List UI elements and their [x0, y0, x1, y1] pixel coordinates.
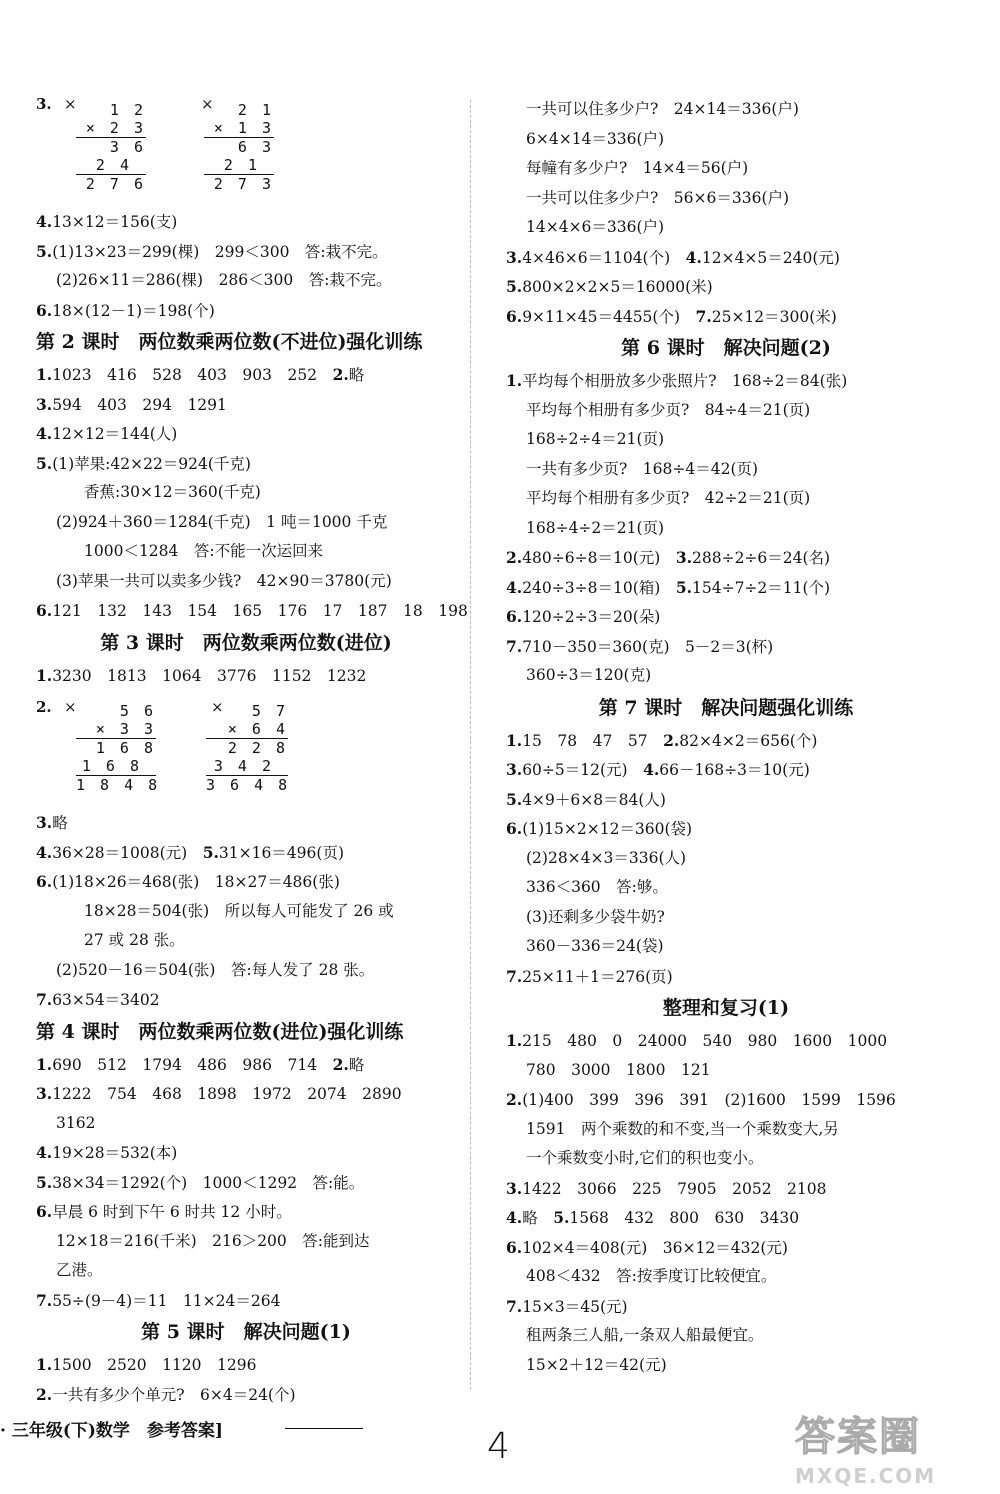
answer-line: 7.63×54＝3402 — [36, 990, 160, 1009]
answer-line: 3.略 — [36, 813, 68, 832]
answer-line: 1.平均每个相册放多少张照片? 168÷2＝84(张) — [506, 371, 848, 390]
answer-line: 3.4×46×6＝1104(个) 4.12×4×5＝240(元) — [506, 247, 840, 267]
column-divider — [470, 100, 471, 1390]
section-heading: 整理和复习(1) — [662, 997, 790, 1019]
answer-line: 3.1422 3066 225 7905 2052 2108 — [506, 1178, 827, 1198]
answer-line: 乙港。 — [56, 1261, 103, 1279]
answer-line: 1.215 480 0 24000 540 980 1600 1000 — [506, 1031, 888, 1050]
answer-line: (2)28×4×3＝336(人) — [526, 848, 687, 867]
answer-line: (2)26×11＝286(棵) 286＜300 答:栽不完。 — [56, 271, 392, 289]
left-column — [36, 95, 468, 1409]
answer-line: 360÷3＝120(克) — [526, 666, 652, 684]
answer-line: 336＜360 答:够。 — [526, 878, 668, 896]
answer-line: 香蕉:30×12＝360(千克) — [84, 483, 261, 501]
answer-line: 6.102×4＝408(元) 36×12＝432(元) — [506, 1237, 788, 1257]
mark-x: × — [201, 95, 214, 113]
answer-line: 168÷2÷4＝21(页) — [526, 430, 665, 448]
answer-line: 4.19×28＝532(本) — [36, 1143, 178, 1162]
answer-line: 5.4×9＋6×8＝84(人) — [506, 789, 666, 809]
answer-line: 6.18×(12－1)＝198(个) — [36, 300, 215, 320]
answer-line: (3)苹果一共可以卖多少钱? 42×90＝3780(元) — [56, 571, 392, 590]
answer-line: 1.690 512 1794 486 986 714 2.略 — [36, 1054, 365, 1074]
answer-line: 18×28＝504(张) 所以每人可能发了 26 或 — [84, 901, 394, 920]
answer-line: 3.594 403 294 1291 — [36, 394, 227, 414]
answer-line: 2.480÷6÷8＝10(元) 3.288÷2÷6＝24(名) — [506, 548, 831, 567]
section-heading: 第 3 课时 两位数乘两位数(进位) — [100, 631, 392, 654]
vertical-multiplication-q3 — [36, 95, 456, 207]
answer-line: 360－336＝24(袋) — [526, 937, 664, 955]
answer-line: 168÷4÷2＝21(页) — [526, 518, 665, 537]
question-number: 3. — [36, 95, 52, 113]
multiplication-a: 1 2 × 2 3 3 6 2 4 2 7 6 — [76, 101, 146, 193]
question-number: 2. — [36, 698, 52, 716]
section-heading: 第 7 课时 解决问题强化训练 — [598, 696, 854, 719]
multiplication-b: 2 1 × 1 3 6 3 2 1 2 7 3 — [204, 101, 274, 193]
answer-line: 一共可以住多少户? 56×6＝336(户) — [526, 188, 790, 207]
answer-line: (2)520－16＝504(张) 答:每人发了 28 张。 — [56, 960, 375, 979]
mark-x: × — [211, 698, 224, 716]
answer-line: 每幢有多少户? 14×4＝56(户) — [526, 159, 749, 177]
answer-line: 27 或 28 张。 — [84, 931, 185, 949]
answer-line: 6.121 132 143 154 165 176 17 187 18 198 — [36, 601, 468, 620]
answer-line: 一共有多少页? 168÷4＝42(页) — [526, 459, 759, 478]
answer-line: 平均每个相册有多少页? 42÷2＝21(页) — [526, 489, 811, 507]
answer-line: (3)还剩多少袋牛奶? — [526, 907, 665, 926]
answer-line: 7.15×3＝45(元) — [506, 1296, 628, 1316]
section-heading: 第 4 课时 两位数乘两位数(进位)强化训练 — [36, 1020, 404, 1043]
answer-line: 7.710－350＝360(克) 5－2＝3(杯) — [506, 636, 774, 656]
answer-line: 5.(1)苹果:42×22＝924(千克) — [36, 453, 251, 473]
answer-line: 一共可以住多少户? 24×14＝336(户) — [526, 100, 799, 118]
answer-line: 7.55÷(9－4)＝11 11×24＝264 — [36, 1290, 281, 1310]
answer-line: 3.1222 754 468 1898 1972 2074 2890 — [36, 1084, 402, 1103]
answer-line: (2)924＋360＝1284(千克) 1 吨＝1000 千克 — [56, 512, 388, 531]
answer-line: 2.(1)400 399 396 391 (2)1600 1599 1596 — [506, 1090, 896, 1109]
multiplication-a: 5 6 × 3 3 1 6 8 1 6 8 1 8 4 8 — [76, 702, 161, 794]
watermark-logo — [795, 1405, 995, 1490]
section-heading: 第 5 课时 解决问题(1) — [141, 1321, 351, 1343]
answer-line: 1.15 78 47 57 2.82×4×2＝656(个) — [506, 730, 818, 750]
mark-x: × — [64, 698, 77, 716]
footer-rule — [285, 1428, 363, 1429]
watermark-url: MXQE.COM — [795, 1464, 937, 1488]
answer-line: 租两条三人船,一条双人船最便宜。 — [526, 1326, 764, 1344]
answer-line: 6.(1)15×2×12＝360(袋) — [506, 819, 693, 838]
answer-line: 15×2＋12＝42(元) — [526, 1355, 667, 1374]
mark-x: × — [64, 95, 77, 113]
answer-line: 平均每个相册有多少页? 84÷4＝21(页) — [526, 400, 811, 419]
answer-line: 4.略 5.1568 432 800 630 3430 — [506, 1208, 800, 1227]
answer-line: 6.(1)18×26＝468(张) 18×27＝486(张) — [36, 872, 340, 891]
answer-line: 5.38×34＝1292(个) 1000＜1292 答:能。 — [36, 1172, 365, 1192]
answer-line: 1.1500 2520 1120 1296 — [36, 1355, 257, 1374]
answer-line: 3.60÷5＝12(元) 4.66－168÷3＝10(元) — [506, 760, 810, 779]
watermark-text: 答案圈 — [795, 1414, 921, 1460]
answer-line: 6.120÷2÷3＝20(朵) — [506, 607, 661, 626]
vertical-multiplication-q2 — [36, 690, 456, 808]
section-heading: 第 2 课时 两位数乘两位数(不进位)强化训练 — [36, 331, 423, 353]
answer-line: 7.25×11＋1＝276(页) — [506, 966, 673, 986]
multiplication-b: 5 7 × 6 4 2 2 8 3 4 2 3 6 4 8 — [206, 702, 291, 794]
answer-line: 5.(1)13×23＝299(棵) 299＜300 答:栽不完。 — [36, 241, 388, 261]
answer-line: 1591 两个乘数的和不变,当一个乘数变大,另 — [526, 1119, 839, 1138]
right-column — [506, 95, 946, 1380]
page-number: 4 — [487, 1426, 510, 1467]
answer-line: 780 3000 1800 121 — [526, 1060, 711, 1079]
answer-line: 4.36×28＝1008(元) 5.31×16＝496(页) — [36, 842, 344, 862]
answer-line: 一个乘数变小时,它们的积也变小。 — [526, 1149, 764, 1167]
answer-line: 6.9×11×45＝4455(个) 7.25×12＝300(米) — [506, 306, 837, 326]
answer-line: 6×4×14＝336(户) — [526, 129, 665, 148]
answer-line: 2.一共有多少个单元? 6×4＝24(个) — [36, 1384, 296, 1404]
answer-line: 4.12×12＝144(人) — [36, 424, 178, 443]
answer-line: 12×18＝216(千米) 216＞200 答:能到达 — [56, 1231, 370, 1250]
answer-line: 1.1023 416 528 403 903 252 2.略 — [36, 365, 365, 384]
answer-line: 408＜432 答:按季度订比较便宜。 — [526, 1267, 777, 1285]
answer-line: 4.240÷3÷8＝10(箱) 5.154÷7÷2＝11(个) — [506, 577, 831, 597]
section-heading: 第 6 课时 解决问题(2) — [621, 337, 831, 359]
answer-line: 4.13×12＝156(支) — [36, 212, 178, 231]
footer-title: · 三年级(下)数学 参考答案] — [0, 1421, 223, 1441]
answer-line: 5.800×2×2×5＝16000(米) — [506, 277, 713, 296]
answer-line: 3162 — [56, 1113, 96, 1132]
answer-line: 6.早晨 6 时到下午 6 时共 12 小时。 — [36, 1202, 292, 1221]
answer-line: 14×4×6＝336(户) — [526, 218, 665, 236]
answer-line: 1.3230 1813 1064 3776 1152 1232 — [36, 665, 367, 685]
answer-line: 1000＜1284 答:不能一次运回来 — [84, 542, 324, 560]
